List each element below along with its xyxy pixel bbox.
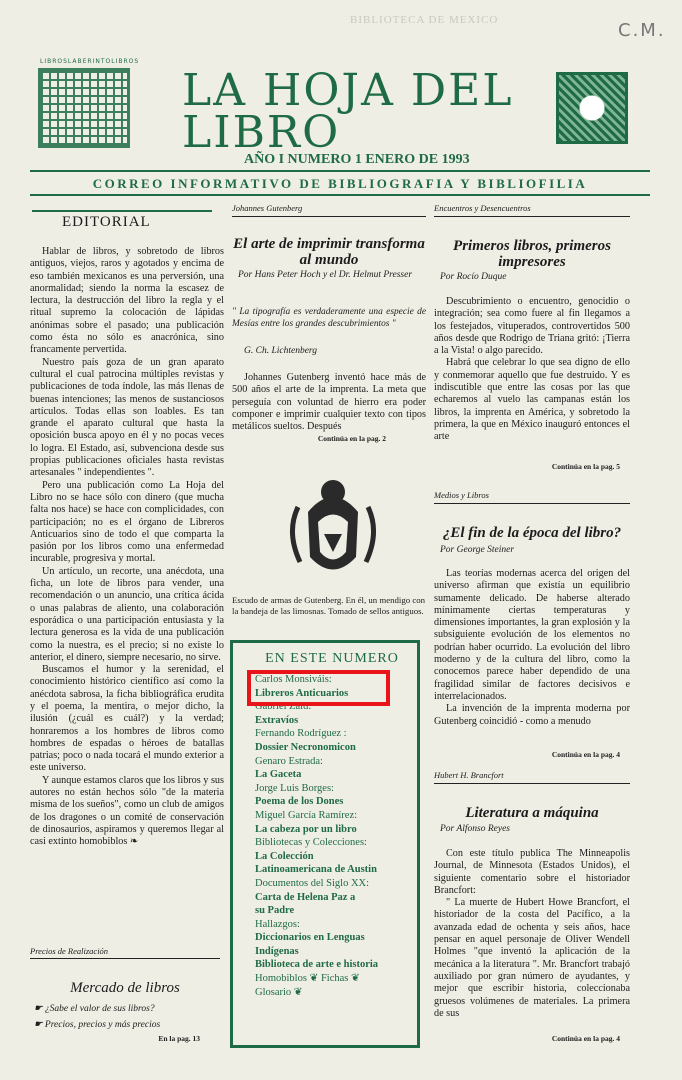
masthead-rule [30,170,650,172]
encuentros-paragraph: Habrá que celebrar lo que sea digno de ello y conmemorar aquello que fue destruido. Y es indiscutible que entre las cosas por las que echaremos al vuelo las campanas están los libros, la imprenta en América, y sobretodo la primera, la que en México inauguró entonces el arte [434,357,630,443]
brancfort-byline: Por Alfonso Reyes [440,824,511,834]
editorial-paragraph: Un artículo, un recorte, una anécdota, una ficha, un lote de libros para vender, una recomendación o un anuncio, una crítica ácida o unas palabras de aliento, una colaboración esporádica o una participación entusiasta y la lectura generosa es la vida de una publicación como la nuestra, es el precio; si no existe lo anterior, el dinero, siempre necesario, no sirve. [30,565,224,663]
continue-note: Continúa en la pag. 5 [551,462,620,471]
medios-body [434,568,630,728]
precios-heading: Mercado de libros [70,980,180,996]
section-rule [434,216,630,217]
precios-item: ☛ Precios, precios y más precios [34,1020,161,1030]
labyrinth-logo [38,68,130,148]
section-rule [30,958,220,959]
handwritten-note: C.M. [618,20,666,41]
contents-item: Homobiblos ❦ Fichas ❦ [255,973,360,985]
contents-item: Extravíos [255,714,299,726]
highlight-box [247,670,390,706]
editorial-paragraph: Y aunque estamos claros que los libros y sus autores no están hechos sólo "de la materia misma de los sueños", como un club de amigos de los dragones o un comité de conservación de dinosaurios, aspiramos y queremos llegar al casi extinto homobiblos ❧ [30,774,224,848]
encuentros-byline: Por Rocío Duque [440,272,507,282]
contents-item: Hallazgos: [255,918,300,930]
section-rule [434,783,630,784]
contents-item: La cabeza por un libro [255,823,357,835]
editorial-paragraph: Buscamos el humor y la serenidad, el conocimiento histórico científico así como la anécdota sabrosa, la ficha bibliográfica erudita y el poema, la mentira, o mejor dicho, la ilusión (¿cuál es cuál?) y la verdad; honraremos a los hombres de libros como hombres de espadas o héroes de batallas patrias; poco o nada tocará el mundo exterior a este universo. [30,664,224,774]
tagline-rule [30,194,650,196]
editorial-heading: EDITORIAL [62,214,151,230]
gutenberg-paragraph: Johannes Gutenberg inventó hace más de 500 años el arte de la imprenta. La meta que perseguía con voluntad de hierro era poder componer e imprimir cualquier texto con tipos metálicos sueltos. Después [232,372,426,433]
contents-item: Latinoamericana de Austin [255,864,377,876]
section-label-gutenberg: Johannes Gutenberg [232,203,303,213]
contents-item: Glosario ❦ [255,986,303,998]
contents-item: Diccionarios en Lenguas [255,932,365,944]
gutenberg-quote-author: G. Ch. Lichtenberg [244,346,318,356]
logo-caption: LIBROSLABERINTOLIBROS [40,58,140,65]
contents-item: su Padre [255,905,295,917]
medios-heading: ¿El fin de la época del libro? [442,525,622,541]
printer-emblem-logo [556,72,628,144]
contents-item: Documentos del Siglo XX: [255,877,370,889]
contents-item: Miguel García Ramírez: [255,809,358,821]
contents-item: Carlos Monsiváis: [255,674,332,685]
contents-item: Bibliotecas y Colecciones: [255,837,367,849]
gutenberg-byline: Por Hans Peter Hoch y el Dr. Helmut Presser [238,270,413,280]
editorial-body [30,246,224,849]
section-rule [434,503,630,504]
editorial-paragraph: Nuestro país goza de un gran aparato cultural el cual patrocina múltiples revistas y publicaciones de toda índole, las más llenas de buenas intenciones; las menos de sustanciosos artículos. Todas ellas son loables. Es tan grande el aparato cultural que hasta la oposición busca apoyo en él y no pocas veces lo logra. El Estado, así, subvenciona desde sus propias publicaciones oficiales hasta revistas artesanales " independientes ". [30,356,224,479]
continue-note: Continúa en la pag. 4 [551,1034,620,1043]
section-label-brancfort: Hubert H. Brancfort [434,770,504,780]
brancfort-paragraph: Con este título publica The Minneapolis Journal, de Minnesota (Estados Unidos), el siguiente comentario sobre el historiador Brancfort: [434,848,630,896]
gutenberg-coat-of-arms-image [278,462,388,592]
contents-item: La Gaceta [255,769,302,781]
contents-item: Poema de los Dones [255,796,344,808]
continue-note: En la pag. 13 [158,1034,200,1043]
issue-line: AÑO I NUMERO 1 ENERO DE 1993 [244,152,470,167]
precios-item: ☛ ¿Sabe el valor de sus libros? [34,1004,155,1014]
section-rule [232,216,426,217]
contents-list [255,673,409,999]
contents-item: Fernando Rodríguez : [255,728,347,740]
medios-paragraph: Las teorías modernas acerca del origen del universo afirman que existía un equilibrio sumamente delicado. De haberse alterado mínimamente ciertas temperaturas y dimensiones importantes, la gran explosión y la subsiguiente evolución de los elementos no podrían haber ocurrido. La evolución del libro moderno y de la cultura del libro, como la conocemos parece haber dependido de una fragilidad similar de factores decisivos e interrelacionados. [434,568,630,702]
contents-title: EN ESTE NUMERO [265,651,399,666]
medios-byline: Por George Steiner [440,545,515,555]
contents-item: La Colección [255,850,314,862]
encuentros-paragraph: Descubrimiento o encuentro, genocidio o integración; sea como fuere al fin llegamos a los festejados, vituperados, controvertidos 500 años desde que Rodrigo de Triana gritó: ¡Tierra a la Vista! o algo parecido. [434,296,630,357]
encuentros-heading: Primeros libros, primeros impresores [453,238,611,270]
editorial-paragraph: Hablar de libros, y sobretodo de libros antiguos, viejos, raros y agotados y encima de eso también mexicanos es una perversión, una anormalidad; siendo la norma la escasez de lectura, la destrucción del libro la regla y el ritual supremo la colocación de lápidas anónimas sobre el pasado; una publicación como ésta no sólo es anacrónica, sino francamente pervertida. [30,246,224,356]
contents-item: Indígenas [255,945,299,957]
encuentros-body [434,296,630,444]
gutenberg-quote: " La tipografía es verdaderamente una especie de Mesías entre los grandes descubrimientos " [232,307,426,330]
masthead-title: LA HOJA DEL [182,65,514,116]
gutenberg-heading: El arte de imprimir transforma al mundo [233,236,425,268]
contents-item: Libreros Anticuarios [255,687,349,699]
contents-item: Gabriel Zaid: [255,701,312,713]
emblem-caption: Escudo de armas de Gutenberg. En él, un mendigo con la bandeja de las limosnas. Tomado de sellos antiguos. [232,595,426,616]
gutenberg-body [232,372,426,433]
tagline: CORREO INFORMATIVO DE BIBLIOGRAFIA Y BIBLIOFILIA [92,176,588,191]
section-label-precios: Precios de Realización [30,946,109,956]
contents-item: Dossier Necronomicon [255,741,356,753]
continue-note: Continúa en la pag. 2 [317,434,386,443]
contents-item: Biblioteca de arte e historia [255,959,379,971]
section-label-medios: Medios y Libros [434,490,489,500]
continue-note: Continúa en la pag. 4 [551,750,620,759]
library-stamp: BIBLIOTECA DE MEXICO [350,14,499,26]
contents-item: Jorge Luis Borges: [255,782,334,794]
brancfort-paragraph: " La muerte de Hubert Howe Brancfort, el historiador de la costa del Pacífico, a la avanzada edad de ochenta y seis años, hace pensar en aquel personaje de Oliver Wendell Holmes "que inventó la aplicación de la mecánica a la literatura ". Mr. Brancfort trabajó auxiliado por gran número de ayudantes, y mejor que escribir historia, coleccionaba gruesos volúmenes de materiales. La primera de sus [434,897,630,1019]
brancfort-heading: Literatura a máquina [465,805,599,821]
contents-item: Carta de Helena Paz a [255,891,356,903]
brancfort-body [434,848,630,1020]
medios-paragraph: La invención de la imprenta moderna por Gutenberg coincidió - como a menudo [434,703,630,727]
editorial-paragraph: Pero una publicación como La Hoja del Libro no se hace sólo con dinero (que mucha falta nos hace) se hace con complicidades, con participación; no es el órgano de Libreros Anticuarios sino de todo el que comparta la pasión por los libros como una enfermedad incurable, progresiva y mortal. [30,479,224,565]
masthead-title-line2: LIBRO [182,107,341,158]
contents-item: Genaro Estrada: [255,755,323,767]
section-label-encuentros: Encuentros y Desencuentros [434,203,531,213]
